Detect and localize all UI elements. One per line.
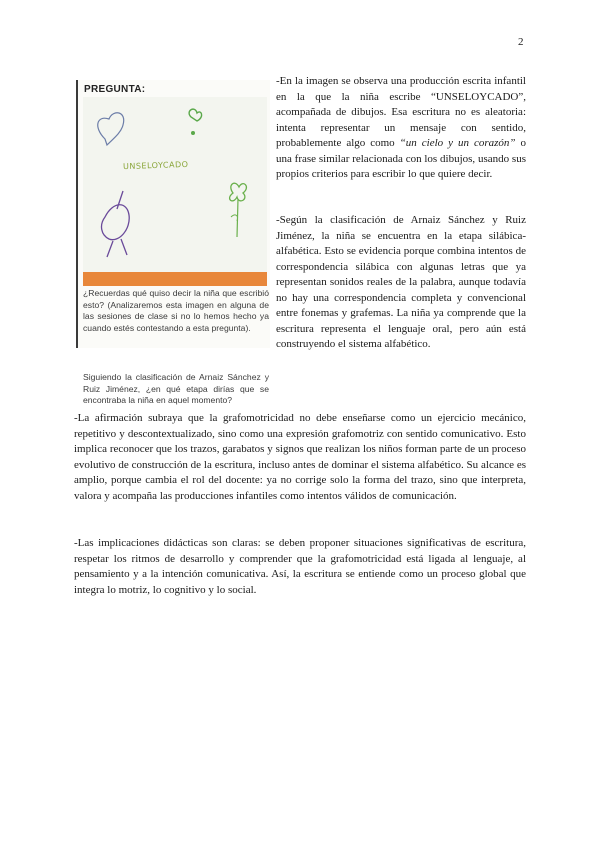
question-caption-1: ¿Recuerdas qué quiso decir la niña que escribió esto? (Analizaremos esta imagen en alguna de las sesiones de clase si no lo hemos hecho ya cuando estés contestando a esta pregunta). [83, 288, 269, 333]
scanned-question-image [76, 80, 270, 406]
orange-stripe [83, 272, 267, 286]
small-plant-drawing [189, 109, 202, 121]
paragraph-2: -Según la clasificación de Arnaiz Sánchez y Ruiz Jiménez, la niña se encuentra en la etapa silábica-alfabética. Esto se evidencia porque combina intentos de correspondencia silábica con algunas letras que ya representan sonidos reales de la palabra, aunque todavía no hay una correspondencia completa y convencional entre fonemas y grafemas. La niña ya comprende que la escritura representa el lenguaje oral, pero aún está construyendo el sistema alfabético. [276, 214, 526, 350]
flower-drawing [230, 183, 247, 201]
figure-drawing [102, 191, 130, 257]
paragraph-1-emphasis: “un cielo y un corazón” [399, 137, 516, 149]
child-writing: UNSELOYCADO [122, 159, 189, 172]
paragraph-3: -La afirmación subraya que la grafomotricidad no debe enseñarse como un ejercicio mecánico, repetitivo y descontextualizado, sino como una expresión grafomotriz con sentido comunicativo. Esto implica reconocer que los trazos, garabatos y signos que realizan los niños forman parte de un proceso evolutivo de construcción de la escritura, incluso antes de dominar el sistema alfabético. Su alcance es amplio, porque cambia el rol del docente: ya no corrige solo la forma del trazo, sino que interpreta, valora y acompaña las producciones infantiles como intentos válidos de comunicación. [74, 412, 526, 502]
paragraph-1-text-a: -En la imagen se observa una producción escrita infantil en la que la niña escribe “UNSELOYCADO”, acompañada de dibujos. Esa escritura no es aleatoria: intenta representar un mensaje con sentido, probablemente algo como [276, 75, 526, 149]
paragraph-1-text-b: o una frase similar relacionada con los dibujos, usando sus propios criterios para escribir lo que quiere decir. [276, 137, 526, 180]
heart-drawing [98, 113, 124, 145]
paragraph-4: -Las implicaciones didácticas son claras: se deben proponer situaciones significativas de escritura, respetar los ritmos de desarrollo y comprender que la grafomotricidad está ligada al lenguaje, al pensamiento y a la intención comunicativa. Así, la escritura se entiende como un proceso global que integra lo motriz, lo cognitivo y lo social. [74, 537, 526, 596]
page-number: 2 [518, 36, 524, 48]
child-drawings [83, 97, 267, 286]
child-drawing-photo [83, 97, 267, 286]
question-title: PREGUNTA: [84, 84, 146, 95]
question-caption-2: Siguiendo la clasificación de Arnaiz Sánchez y Ruiz Jiménez, ¿en qué etapa dirías que se encontraba la niña en aquel momento? [83, 372, 269, 406]
paragraph-1 [276, 74, 526, 183]
